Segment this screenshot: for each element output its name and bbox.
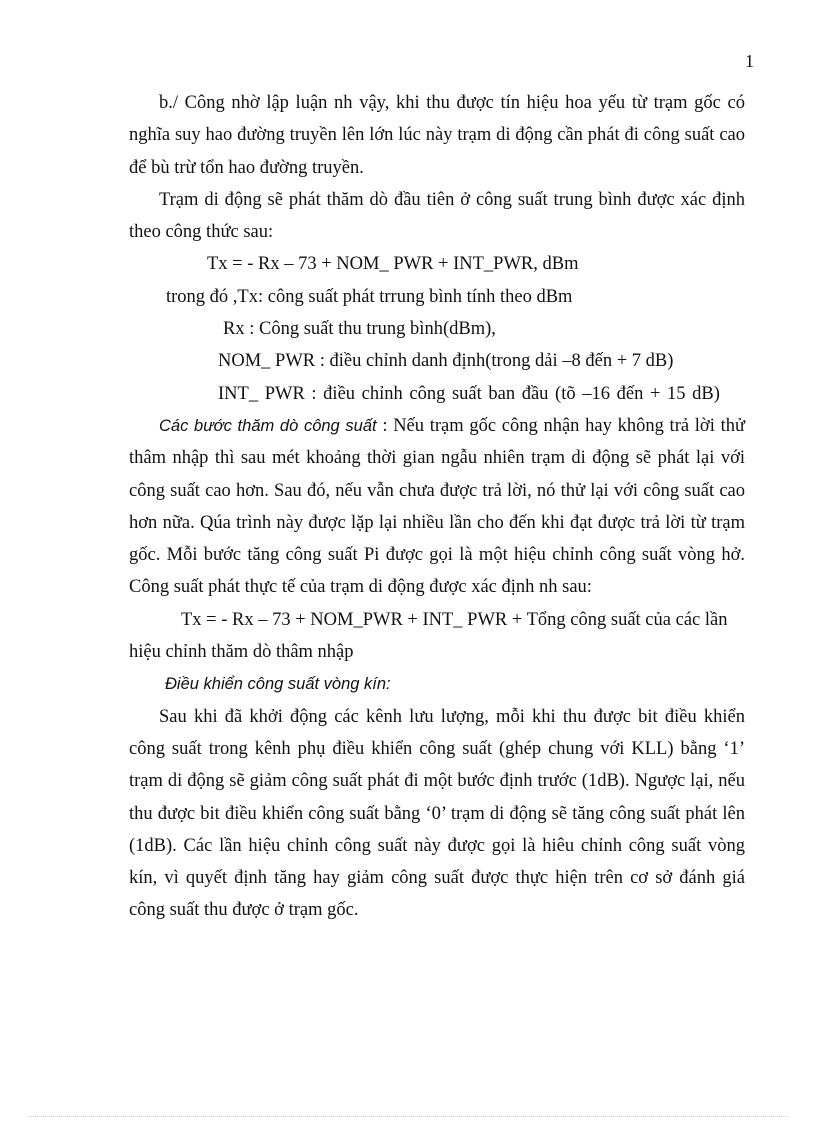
closed-loop-heading: Điều khiển công suất vòng kín: <box>165 675 391 694</box>
paragraph-probe-power: Trạm di động sẽ phát thăm dò đầu tiên ở công suất trung bình được xác định theo công thức sau: <box>129 189 745 243</box>
formula-actual-power: Tx = - Rx – 73 + NOM_PWR + INT_ PWR + Tổng công suất của các lần hiệu chỉnh thăm dò thâm nhập <box>129 609 728 663</box>
definition-int-pwr: INT_ PWR : điều chỉnh công suất ban đầu (tõ –16 đến + 15 dB) <box>218 383 720 404</box>
formula-initial-power: Tx = - Rx – 73 + NOM_ PWR + INT_PWR, dBm <box>207 254 579 275</box>
definition-rx: Rx : Công suất thu trung bình(dBm), <box>223 319 496 340</box>
definition-nom-pwr: NOM_ PWR : điều chỉnh danh định(trong dải –8 đến + 7 dB) <box>218 351 674 372</box>
document-body <box>129 87 745 927</box>
page-bottom-rule <box>28 1116 788 1117</box>
probe-steps-heading: Các bước thăm dò công suất <box>159 416 377 435</box>
paragraph-probe-steps <box>129 410 745 604</box>
page-number: 1 <box>745 51 754 71</box>
paragraph-intro: b./ Công nhờ lập luận nh vậy, khi thu được tín hiệu hoa yếu từ trạm gốc có nghĩa suy hao đường truyền lên lớn lúc này trạm di động cần phát đi công suất cao để bù trừ tổn hao đường truyền. <box>129 93 745 178</box>
closed-loop-heading-line <box>129 668 745 700</box>
probe-steps-body: : Nếu trạm gốc công nhận hay không trả lời thử thâm nhập thì sau mét khoảng thời gian ngẫu nhiên trạm di động sẽ phát lại với công suất cao hơn. Sau đó, nếu vẫn chưa được trả lời, nó thử lại với công suất cao hơn nữa. Qúa trình này được lặp lại nhiều lần cho đến khi đạt được trả lời từ trạm gốc. Mỗi bước tăng công suất Pi được gọi là một hiệu chỉnh công suất vòng hở. Công suất phát thực tế của trạm di động được xác định nh sau: <box>129 415 745 598</box>
paragraph-closed-loop: Sau khi đã khởi động các kênh lưu lượng, mỗi khi thu được bit điều khiển công suất trong kênh phụ điều khiển công suất (ghép chung với KLL) bằng ‘1’ trạm di động sẽ giảm công suất phát đi một bước định trước (1dB). Ngược lại, nếu thu được bit điều khiển công suất bằng ‘0’ trạm di động sẽ tăng công suất phát lên (1dB). Các lần hiệu chỉnh công suất này được gọi là hiêu chỉnh công suất vòng kín, vì quyết định tăng hay giảm công suất được thực hiện trên cơ sở đánh giá công suất thu được ở trạm gốc. <box>129 706 745 921</box>
definition-tx: trong đó ,Tx: công suất phát trrung bình tính theo dBm <box>166 286 573 307</box>
